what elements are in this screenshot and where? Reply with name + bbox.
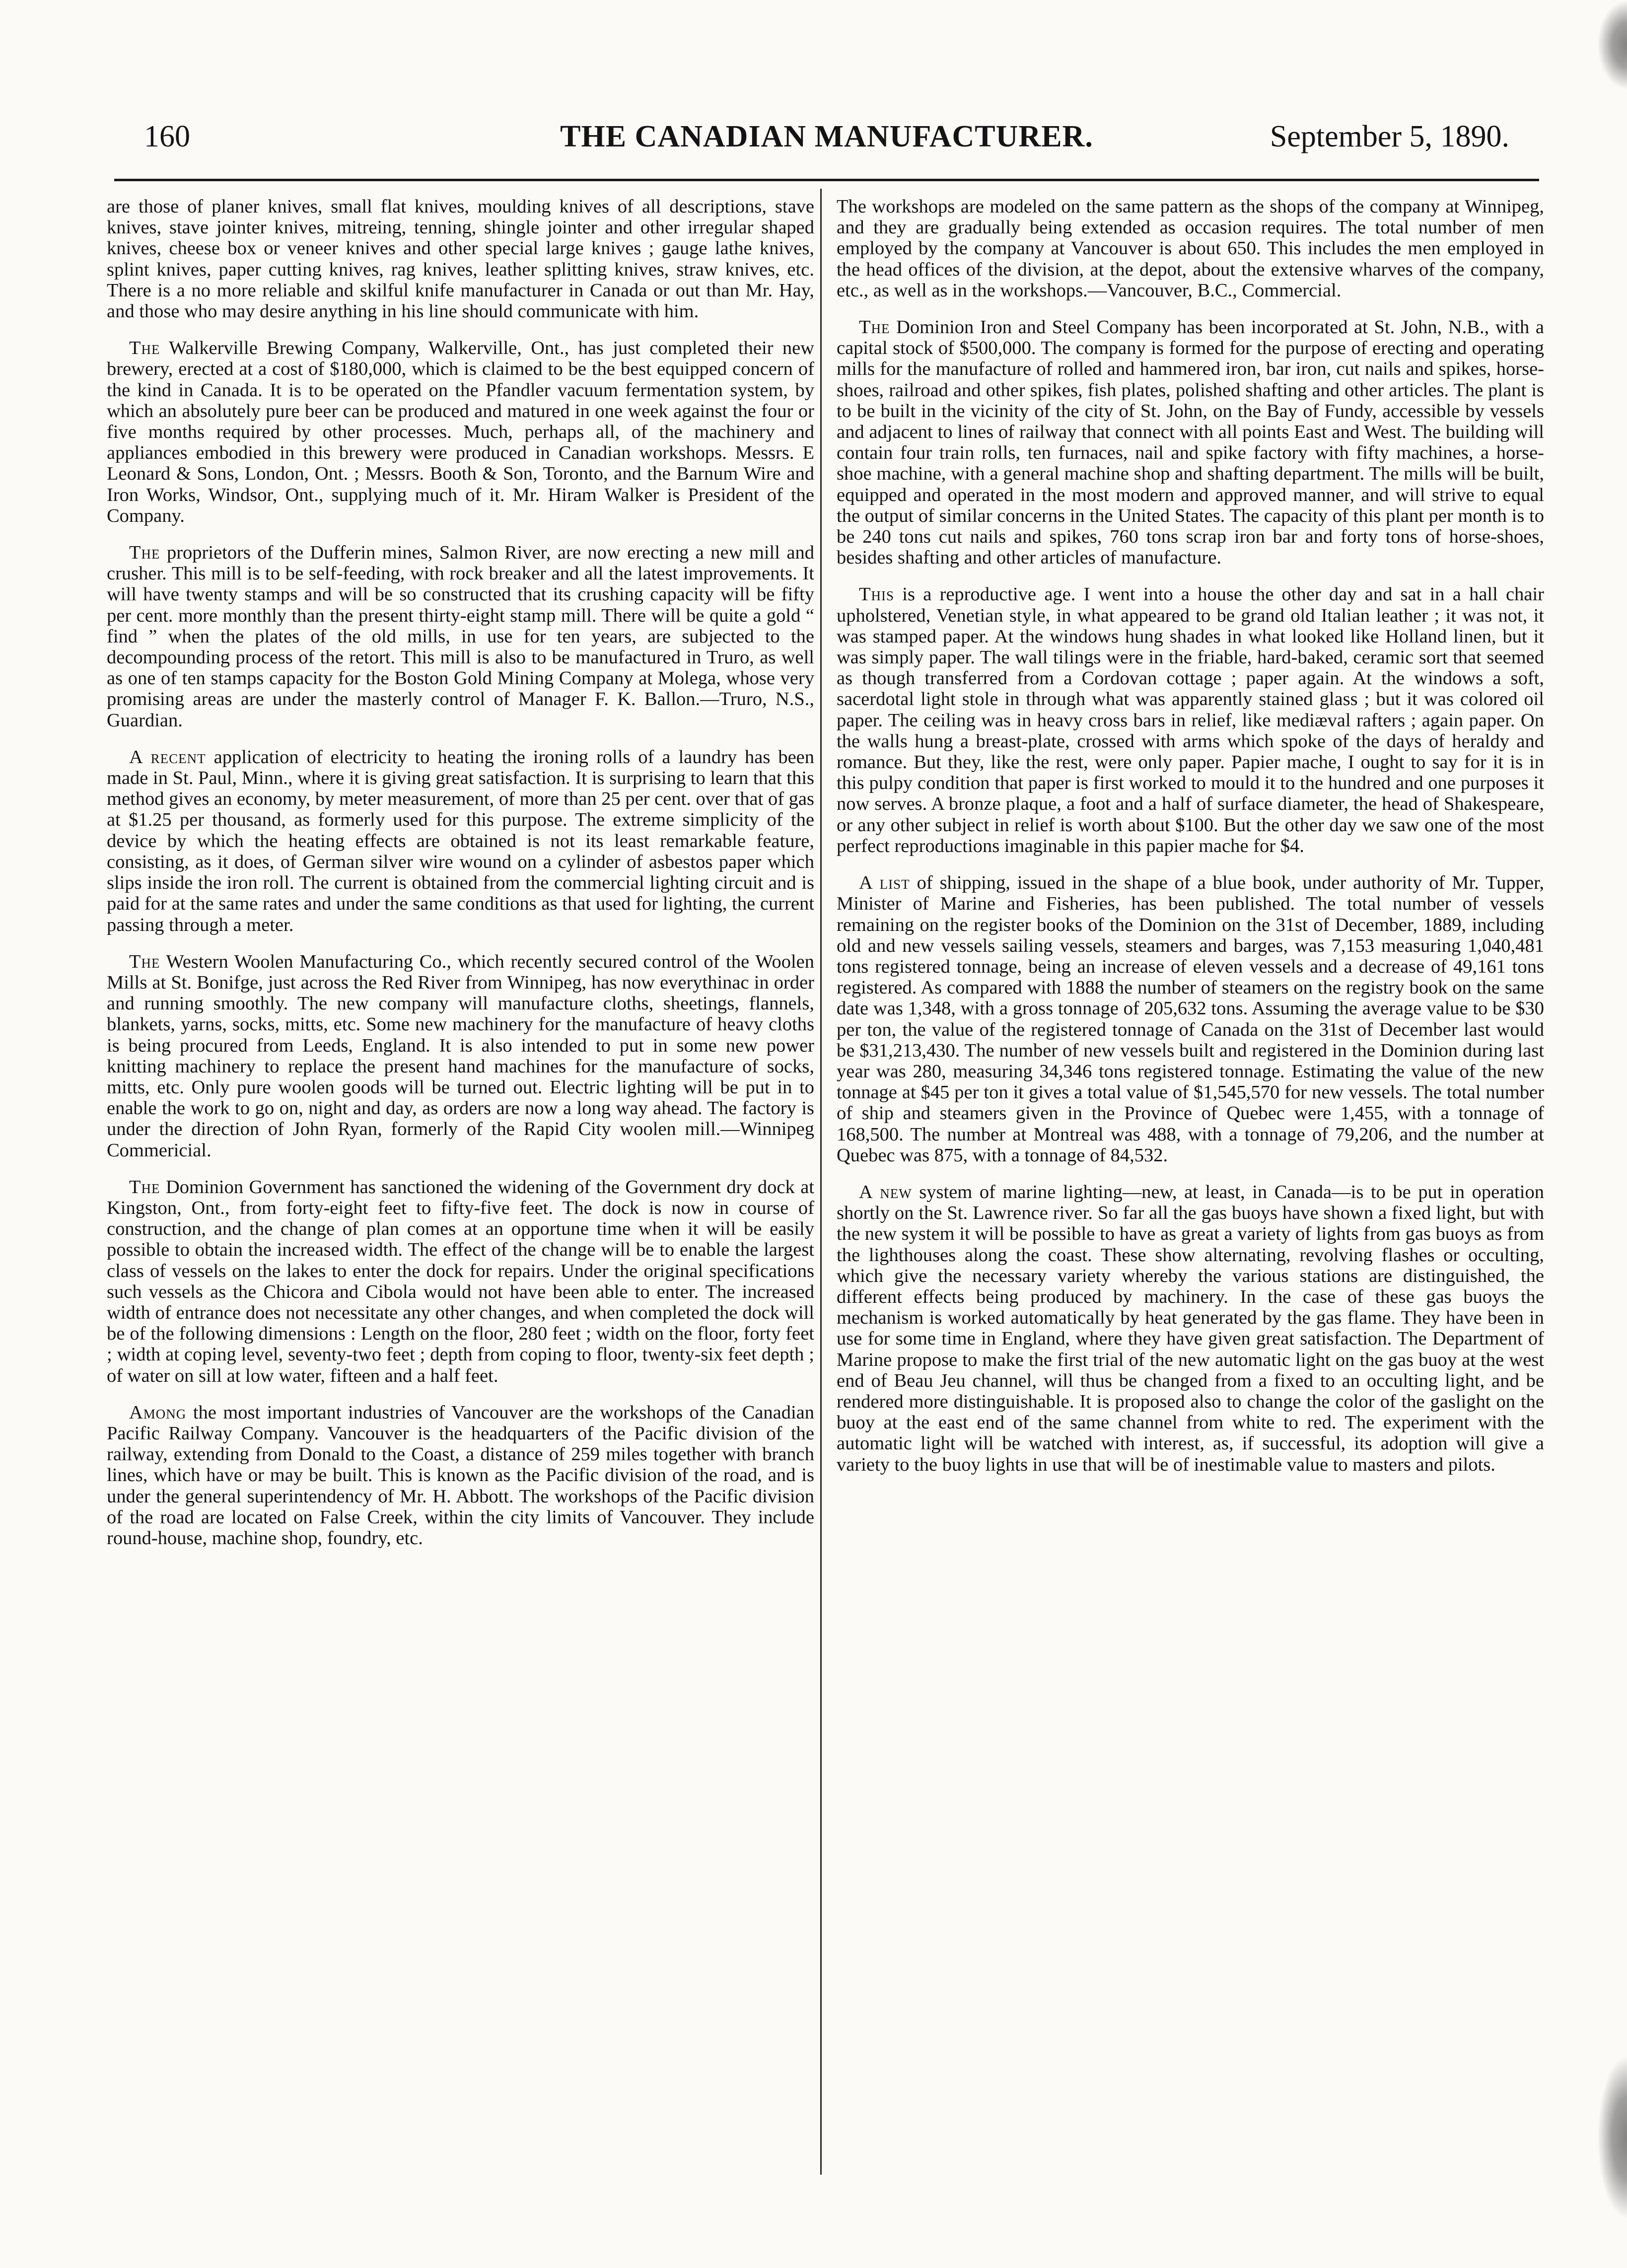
article-paragraph: The Walkerville Brewing Company, Walkerville, Ont., has just completed their new brewery, erected at a cost of $180,000, which is claimed to be the best equipped concern of the kind in Canada. It is to be operated on the Pfandler vacuum fermentation system, by which an absolutely pure beer can be produced and matured in one week against the four or five months required by other processes. Much, perhaps all, of the machinery and appliances embodied in this brewery were produced in Canadian workshops. Messrs. E Leonard & Sons, London, Ont. ; Messrs. Booth & Son, Toronto, and the Barnum Wire and Iron Works, Windsor, Ont., supplying much of it. Mr. Hiram Walker is President of the Company. [107, 338, 814, 526]
page-number: 160 [144, 120, 190, 153]
article-paragraph: A recent application of electricity to heating the ironing rolls of a laundry has been made in St. Paul, Minn., where it is giving great satisfaction. It is surprising to learn that this method gives an economy, by meter measurement, of more than 25 per cent. over that of gas at $1.25 per thousand, as formerly used for this purpose. The extreme simplicity of the device by which the heating effects are obtained is not its least remarkable feature, consisting, as it does, of German silver wire wound on a cylinder of asbestos paper which slips inside the iron roll. The current is obtained from the commercial lighting circuit and is paid for at the same rates and under the same conditions as that used for lighting, the current passing through a meter. [107, 746, 814, 935]
left-column [107, 196, 814, 2175]
article-paragraph: The workshops are modeled on the same pattern as the shops of the company at Winnipeg, and they are gradually being extended as occasion requires. The total number of men employed by the company at Vancouver is about 650. This includes the men employed in the head offices of the division, at the depot, about the extensive wharves of the company, etc., as well as in the workshops.—Vancouver, B.C., Commercial. [837, 196, 1544, 301]
article-paragraph: The Western Woolen Manufacturing Co., which recently secured control of the Woolen Mills at St. Bonifge, just across the Red River from Winnipeg, has now everythinac in order and running smoothly. The new company will manufacture cloths, sheetings, flannels, blankets, yarns, socks, mitts, etc. Some new machinery for the manufacture of heavy cloths is being procured from Leeds, England. It is also intended to put in some new power knitting machinery to replace the present hand machines for the manufacture of socks, mitts, etc. Only pure woolen goods will be turned out. Electric lighting will be put in to enable the work to go on, night and day, as orders are now a long way ahead. The factory is under the direction of John Ryan, formerly of the Rapid City woolen mill.—Winnipeg Commericial. [107, 951, 814, 1161]
article-paragraph: Among the most important industries of Vancouver are the workshops of the Canadian Pacific Railway Company. Vancouver is the headquarters of the Pacific division of the railway, extending from Donald to the Coast, a distance of 259 miles together with branch lines, which have or may be built. This is known as the Pacific division of the road, and is under the general superintendency of Mr. H. Abbott. The workshops of the Pacific division of the road are located on False Creek, within the city limits of Vancouver. They include round-house, machine shop, foundry, etc. [107, 1402, 814, 1549]
article-paragraph: The Dominion Government has sanctioned the widening of the Government dry dock at Kingston, Ont., from forty-eight feet to fifty-five feet. The dock is now in course of construction, and the change of plan comes at an opportune time when it will be easily possible to obtain the increased width. The effect of the change will be to enable the largest class of vessels on the lakes to enter the dock for repairs. Under the original specifications such vessels as the Chicora and Cibola would not have been able to enter. The increased width of entrance does not necessitate any other changes, and when completed the dock will be of the following dimensions : Length on the floor, 280 feet ; width on the floor, forty feet ; width at coping level, seventy-two feet ; depth from coping to floor, twenty-six feet depth ; of water on sill at low water, fifteen and a half feet. [107, 1176, 814, 1386]
page-header [144, 119, 1509, 174]
article-paragraph: are those of planer knives, small flat knives, moulding knives of all descriptions, stave knives, stave jointer knives, mitreing, tenning, shingle jointer and other irregular shaped knives, cheese box or veneer knives and other special large knives ; gauge lathe knives, splint knives, paper cutting knives, rag knives, leather splitting knives, straw knives, etc. There is a no more reliable and skilful knife manufacturer in Canada or out than Mr. Hay, and those who may desire anything in his line should communicate with him. [107, 196, 814, 322]
publication-title: THE CANADIAN MANUFACTURER. [560, 120, 1093, 153]
article-paragraph: This is a reproductive age. I went into a house the other day and sat in a hall chair upholstered, Venetian style, in what appeared to be grand old Italian leather ; it was not, it was stamped paper. At the windows hung shades in what looked like Holland linen, but it was simply paper. The wall tilings were in the friable, hard-baked, ceramic sort that seemed as though transferred from a Cordovan cottage ; paper again. At the windows a soft, sacerdotal light stole in through what was apparently stained glass ; but it was colored oil paper. The ceiling was in heavy cross bars in relief, like mediæval rafters ; again paper. On the walls hung a breast-plate, crossed with arms which spoke of the days of heraldy and romance. But they, like the rest, were only paper. Papier mache, I ought to say for it is in this pulpy condition that paper is first worked to mould it to the hundred and one purposes it now serves. A bronze plaque, a foot and a half of surface diameter, the head of Shakespeare, or any other subject in relief is worth about $100. But the other day we saw one of the most perfect reproductions imaginable in this papier mache for $4. [837, 584, 1544, 856]
header-rule [114, 179, 1539, 181]
article-paragraph: The Dominion Iron and Steel Company has been incorporated at St. John, N.B., with a capital stock of $500,000. The company is formed for the purpose of erecting and operating mills for the manufacture of rolled and hammered iron, bar iron, cut nails and spikes, horse-shoes, railroad and other spikes, fish plates, polished shafting and other articles. The plant is to be built in the vicinity of the city of St. John, on the Bay of Fundy, accessible by vessels and adjacent to lines of railway that connect with all points East and West. The building will contain four train rolls, ten furnaces, nail and spike factory with fifty machines, a horse-shoe machine, with a general machine shop and shafting department. The mills will be built, equipped and operated in the most modern and approved manner, and will strive to equal the output of similar concerns in the United States. The capacity of this plant per month is to be 240 tons cut nails and spikes, 760 tons scrap iron bar and forty tons of horse-shoes, besides shafting and other articles of manufacture. [837, 317, 1544, 568]
article-paragraph: The proprietors of the Dufferin mines, Salmon River, are now erecting a new mill and crusher. This mill is to be self-feeding, with rock breaker and all the latest improvements. It will have twenty stamps and will be so constructed that its crushing capacity will be fifty per cent. more monthly than the present thirty-eight stamp mill. There will be quite a gold “ find ” when the plates of the old mills, in use for ten years, are subjected to the decompounding process of the retort. This mill is also to be manufactured in Truro, as well as one of ten stamps capacity for the Boston Gold Mining Company at Molega, whose very promising areas are under the masterly control of Manager F. K. Ballon.—Truro, N.S., Guardian. [107, 542, 814, 731]
right-column [837, 196, 1544, 2175]
article-paragraph: A list of shipping, issued in the shape of a blue book, under authority of Mr. Tupper, Minister of Marine and Fisheries, has been published. The total number of vessels remaining on the register books of the Dominion on the 31st of December, 1889, including old and new vessels sailing vessels, steamers and barges, was 7,153 measuring 1,040,481 tons registered tonnage, being an increase of eleven vessels and a decrease of 49,161 tons registered. As compared with 1888 the number of steamers on the registry book on the same date was 1,348, with a gross tonnage of 205,632 tons. Assuming the average value to be $30 per ton, the value of the registered tonnage of Canada on the 31st of December last would be $31,213,430. The number of new vessels built and registered in the Dominion during last year was 280, measuring 34,346 tons registered tonnage. Estimating the value of the new tonnage at $45 per ton it gives a total value of $1,545,570 for new vessels. The total number of ship and steamers given in the Province of Quebec were 1,455, with a tonnage of 168,500. The number at Montreal was 488, with a tonnage of 79,206, and the number at Quebec was 875, with a tonnage of 84,532. [837, 872, 1544, 1166]
column-divider [820, 189, 822, 2175]
issue-date: September 5, 1890. [1270, 120, 1509, 153]
scan-edge-mark [1597, 2055, 1627, 2219]
article-paragraph: A new system of marine lighting—new, at least, in Canada—is to be put in operation shortly on the St. Lawrence river. So far all the gas buoys have shown a fixed light, but with the new system it will be possible to have as great a variety of lights from gas buoys as from the lighthouses along the coast. These show alternating, revolving flashes or occulting, which give the necessary variety whereby the various stations are distinguished, the different effects being produced by machinery. In the case of these gas buoys the mechanism is worked automatically by heat generated by the gas flame. They have been in use for some time in England, where they have given great satisfaction. The Department of Marine propose to make the first trial of the new automatic light on the gas buoy at the west end of Beau Jeu channel, will thus be changed from a fixed to an occulting light, and be rendered more distinguishable. It is proposed also to change the color of the gaslight on the buoy at the east end of the same channel from white to red. The experiment with the automatic light will be watched with interest, as, if successful, its adoption will give a variety to the buoy lights in use that will be of inestimable value to masters and pilots. [837, 1181, 1544, 1475]
scan-edge-mark [1597, 0, 1627, 89]
